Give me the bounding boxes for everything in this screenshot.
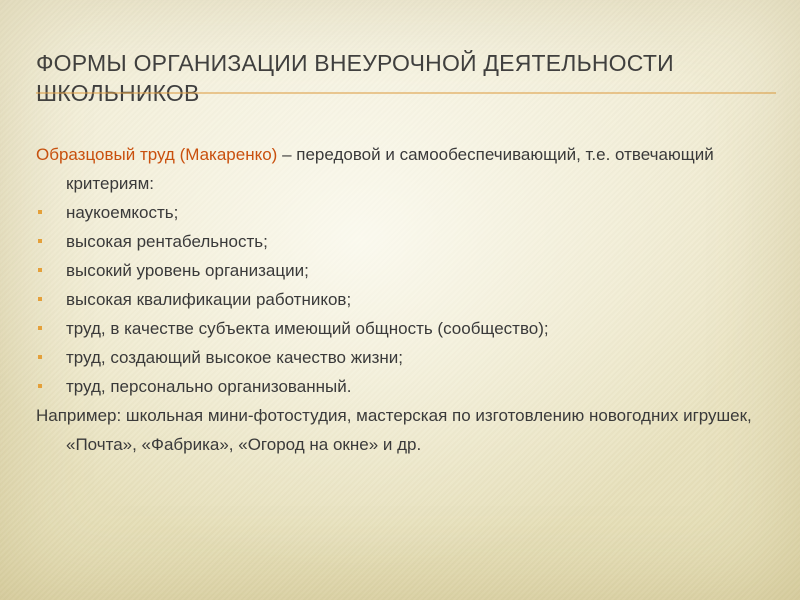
list-item: [36, 372, 776, 401]
square-bullet-icon: [38, 268, 42, 272]
list-item-text: высокий уровень организации;: [66, 261, 309, 280]
square-bullet-icon: [38, 297, 42, 301]
title-underline: [36, 92, 776, 94]
square-bullet-icon: [38, 239, 42, 243]
list-item-text: наукоемкость;: [66, 203, 179, 222]
list-item: [36, 198, 776, 227]
list-item-text: высокая рентабельность;: [66, 232, 268, 251]
square-bullet-icon: [38, 355, 42, 359]
slide-title: ФОРМЫ ОРГАНИЗАЦИИ ВНЕУРОЧНОЙ ДЕЯТЕЛЬНОСТИ ШКОЛЬНИКОВ: [36, 50, 674, 106]
square-bullet-icon: [38, 384, 42, 388]
intro-highlight: Образцовый труд (Макаренко): [36, 145, 278, 164]
list-item: [36, 256, 776, 285]
list-item: [36, 285, 776, 314]
intro-paragraph: [36, 140, 776, 198]
list-item: [36, 314, 776, 343]
square-bullet-icon: [38, 326, 42, 330]
list-item-text: труд, создающий высокое качество жизни;: [66, 348, 403, 367]
slide-body: [36, 140, 776, 459]
list-item-text: труд, персонально организованный.: [66, 377, 352, 396]
list-item-text: высокая квалификации работников;: [66, 290, 352, 309]
square-bullet-icon: [38, 210, 42, 214]
list-item: [36, 343, 776, 372]
list-item: [36, 227, 776, 256]
intro-text: – передовой и самообеспечивающий, т.е. отвечающий критериям:: [66, 145, 714, 193]
criteria-list: [36, 198, 776, 401]
list-item-text: труд, в качестве субъекта имеющий общность (сообщество);: [66, 319, 549, 338]
example-paragraph: Например: школьная мини-фотостудия, мастерская по изготовлению новогодних игрушек, «Почта», «Фабрика», «Огород на окне» и др.: [36, 406, 752, 454]
